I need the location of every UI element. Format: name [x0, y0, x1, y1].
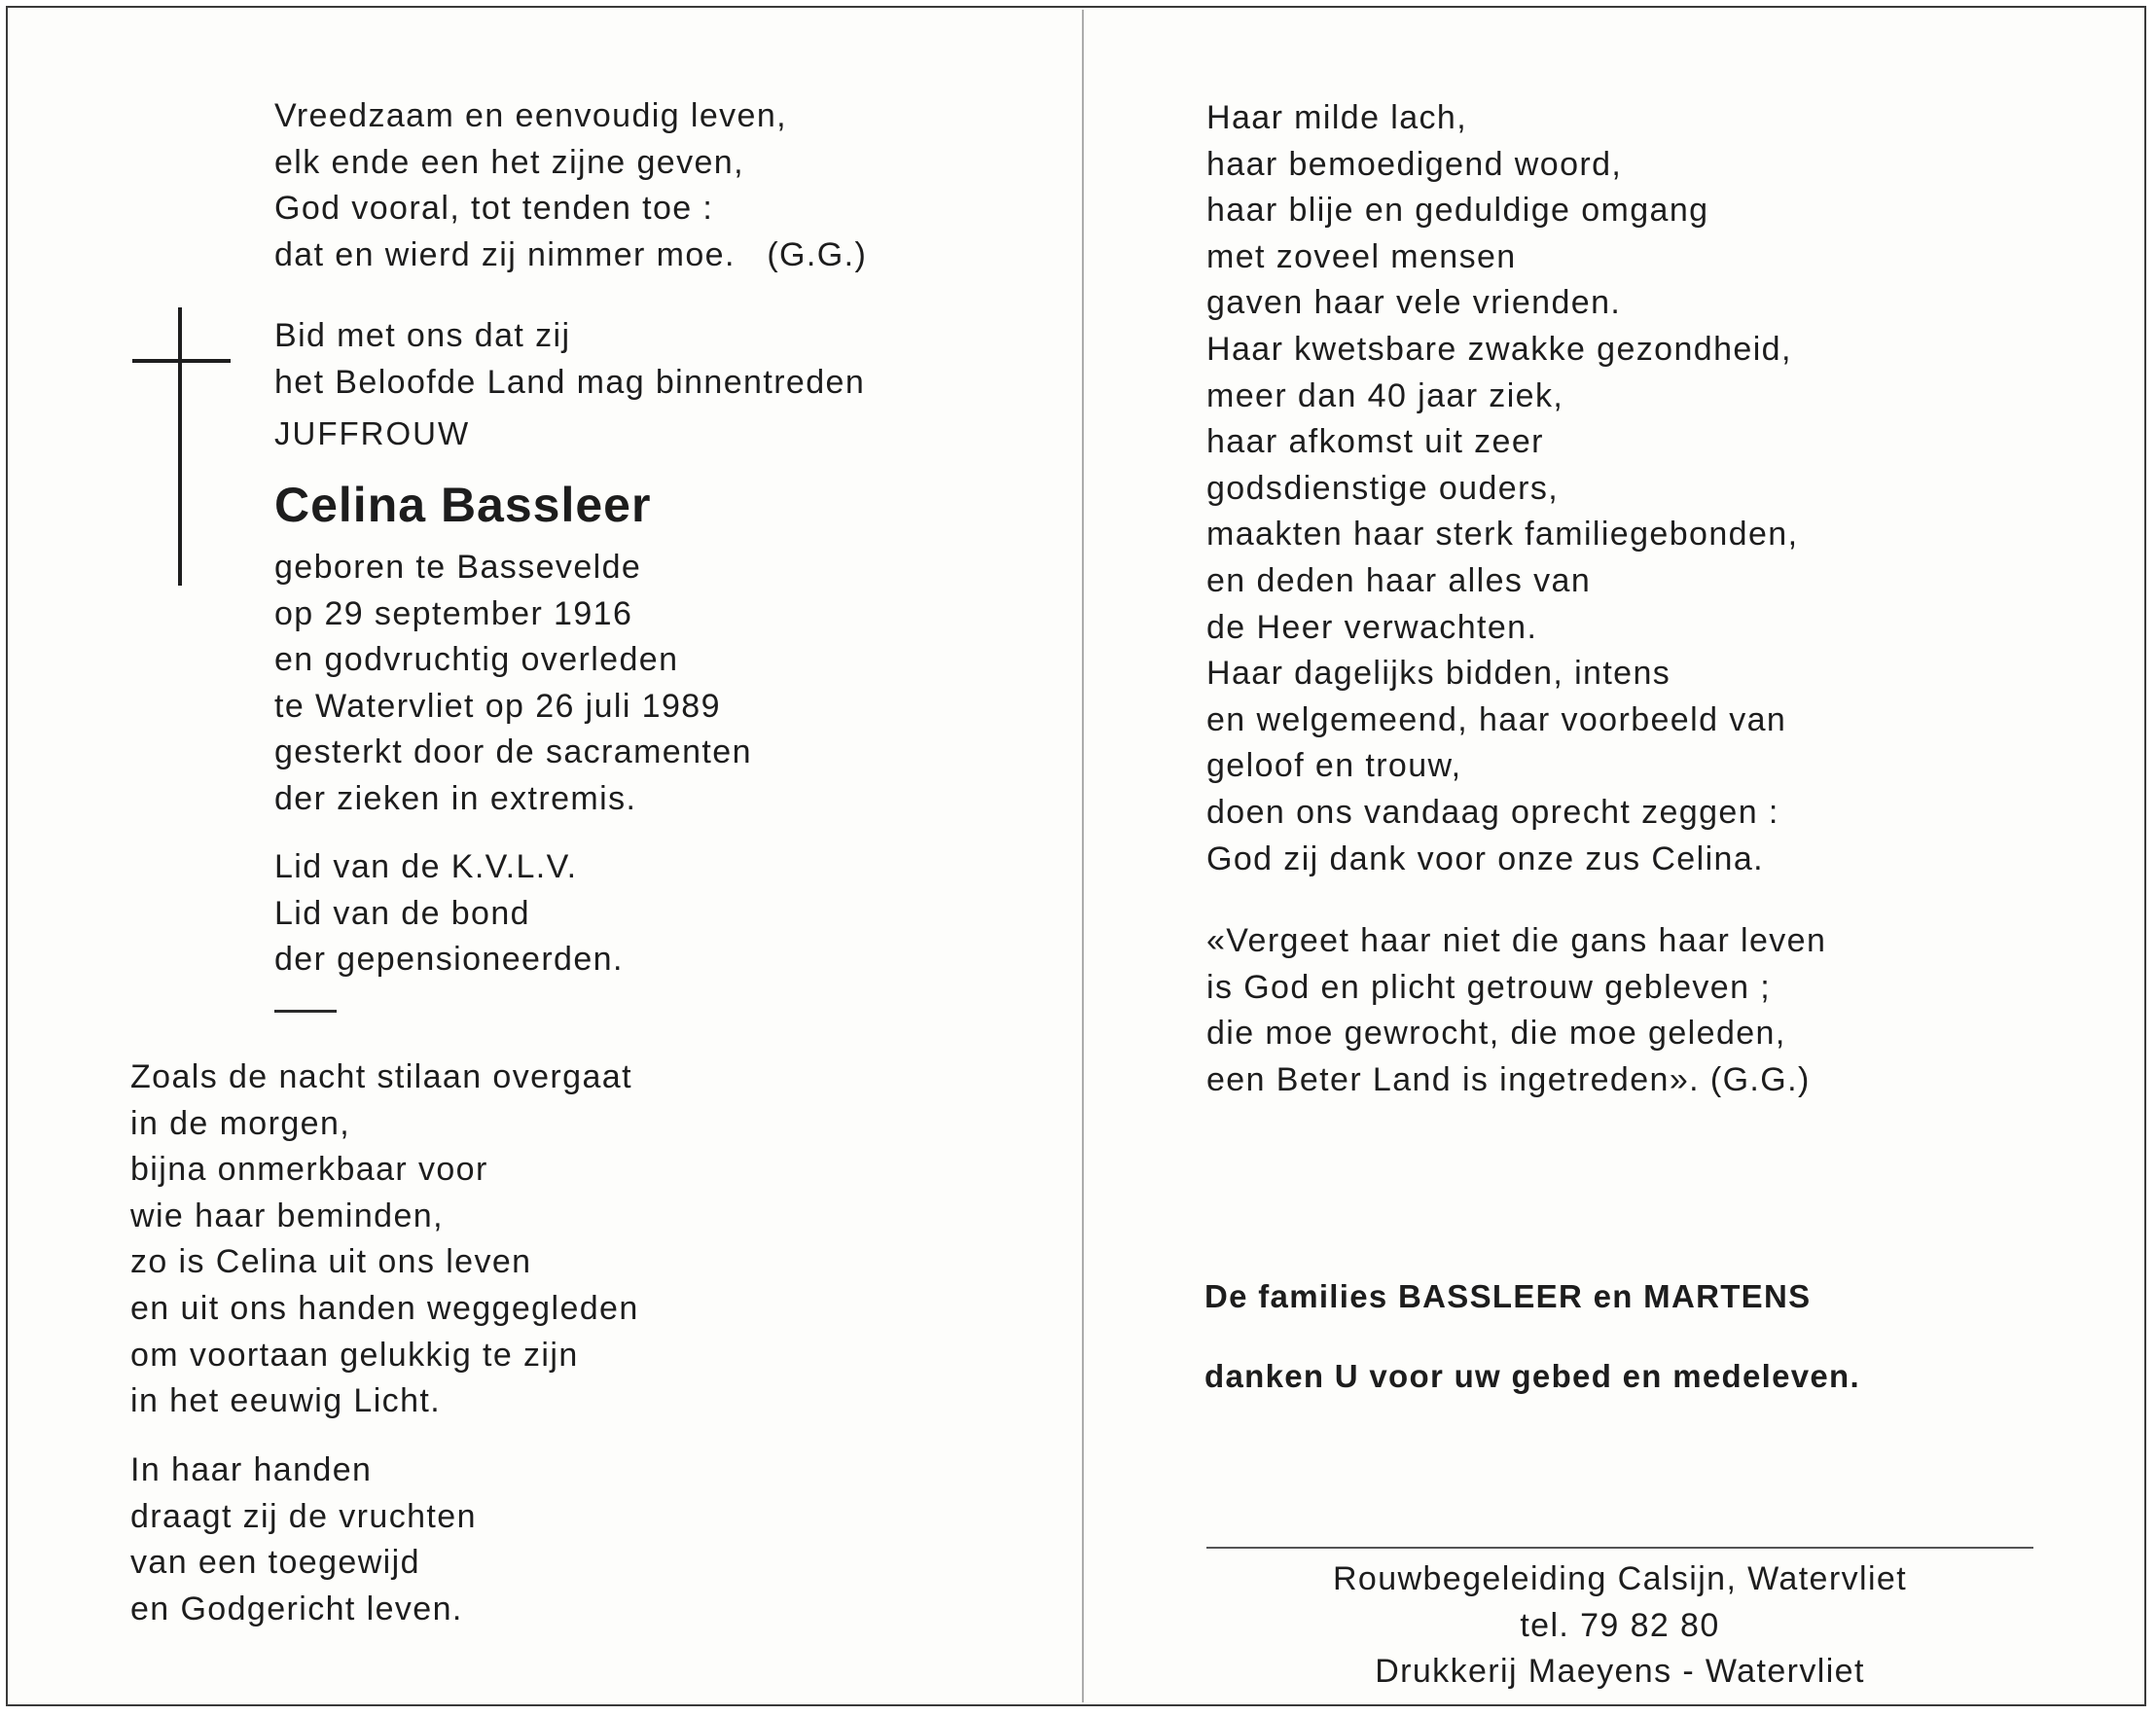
biography-line: op 29 september 1916	[274, 594, 633, 632]
poem-line: in het eeuwig Licht.	[130, 1382, 442, 1420]
poem-line: van een toegewijd	[130, 1544, 420, 1582]
poem-line: om voortaan gelukkig te zijn	[130, 1336, 579, 1374]
poem-hands	[130, 1448, 477, 1632]
printer-line: Drukkerij Maeyens - Watervliet	[1375, 1653, 1865, 1691]
tribute-line: haar bemoedigend woord,	[1206, 145, 1623, 183]
family-line: De families BASSLEER en MARTENS	[1204, 1278, 1812, 1314]
poem-line: wie haar beminden,	[130, 1197, 444, 1234]
poem-line: Vreedzaam en eenvoudig leven,	[274, 97, 788, 134]
poem-line: In haar handen	[130, 1451, 373, 1488]
title-label: JUFFROUW	[274, 415, 471, 451]
tribute-line: maakten haar sterk familiegebonden,	[1206, 516, 1799, 554]
poem-line: elk ende een het zijne geven,	[274, 143, 744, 181]
quote-line: «Vergeet haar niet die gans haar leven	[1206, 922, 1827, 959]
biography-line: te Watervliet op 26 juli 1989	[274, 687, 721, 725]
quote-line: is God en plicht getrouw gebleven ;	[1206, 968, 1772, 1006]
poem-line: God vooral, tot tenden toe :	[274, 190, 714, 228]
printer-credits	[1206, 1556, 2033, 1696]
membership-line: der gepensioneerden.	[274, 941, 624, 979]
tribute-line: godsdienstige ouders,	[1206, 469, 1560, 507]
divider	[274, 1010, 337, 1013]
biography	[274, 545, 752, 823]
membership-line: Lid van de bond	[274, 894, 530, 932]
poem-line: bijna onmerkbaar voor	[130, 1151, 488, 1189]
printer-line: Rouwbegeleiding Calsijn, Watervliet	[1332, 1560, 1908, 1597]
tribute-line: haar afkomst uit zeer	[1206, 423, 1544, 461]
printer-line: tel. 79 82 80	[1520, 1606, 1720, 1644]
tribute-line: gaven haar vele vrienden.	[1206, 284, 1622, 322]
biography-line: gesterkt door de sacramenten	[274, 733, 752, 771]
tribute-line: doen ons vandaag oprecht zeggen :	[1206, 793, 1779, 831]
tribute-line: Haar dagelijks bidden, intens	[1206, 655, 1671, 693]
tribute-line: de Heer verwachten.	[1206, 608, 1538, 646]
poem-line: Zoals de nacht stilaan overgaat	[130, 1058, 632, 1095]
tribute-line: en welgemeend, haar voorbeeld van	[1206, 700, 1787, 738]
deceased-name: Celina Bassleer	[274, 478, 652, 532]
tribute-line: geloof en trouw,	[1206, 747, 1462, 785]
opening-poem	[274, 93, 867, 278]
tribute-line: God zij dank voor onze zus Celina.	[1206, 840, 1764, 877]
fold-line	[1082, 10, 1084, 1702]
quote-line: die moe gewrocht, die moe geleden,	[1206, 1015, 1786, 1053]
prayer-line: het Beloofde Land mag binnentreden	[274, 363, 866, 401]
tribute-line: haar blije en geduldige omgang	[1206, 192, 1709, 230]
thanks-line: danken U voor uw gebed en medeleven.	[1204, 1358, 1860, 1394]
tribute-line: en deden haar alles van	[1206, 561, 1592, 599]
tribute-line: Haar kwetsbare zwakke gezondheid,	[1206, 330, 1792, 368]
prayer-text	[274, 313, 865, 406]
quote-line: een Beter Land is ingetreden». (G.G.)	[1206, 1060, 1811, 1098]
poem-line: dat en wierd zij nimmer moe. (G.G.)	[274, 235, 868, 273]
poem-line: zo is Celina uit ons leven	[130, 1243, 532, 1281]
biography-line: der zieken in extremis.	[274, 779, 637, 817]
biography-line: en godvruchtig overleden	[274, 641, 679, 679]
biography-line: geboren te Bassevelde	[274, 549, 642, 586]
membership-line: Lid van de K.V.L.V.	[274, 848, 578, 885]
poem-line: en uit ons handen weggegleden	[130, 1289, 639, 1327]
cross-icon-bar	[132, 359, 231, 363]
poem-line: draagt zij de vruchten	[130, 1497, 477, 1535]
tribute-line: met zoveel mensen	[1206, 237, 1517, 275]
poem-line: in de morgen,	[130, 1104, 351, 1142]
poem-night	[130, 1055, 639, 1425]
prayer-line: Bid met ons dat zij	[274, 317, 571, 354]
tribute-line: Haar milde lach,	[1206, 99, 1468, 136]
tribute-text	[1206, 95, 1798, 882]
memberships	[274, 844, 624, 983]
footer-rule	[1206, 1547, 2033, 1549]
tribute-line: meer dan 40 jaar ziek,	[1206, 376, 1564, 414]
closing-quote	[1206, 918, 1826, 1103]
cross-icon	[178, 307, 182, 586]
poem-line: en Godgericht leven.	[130, 1590, 463, 1627]
